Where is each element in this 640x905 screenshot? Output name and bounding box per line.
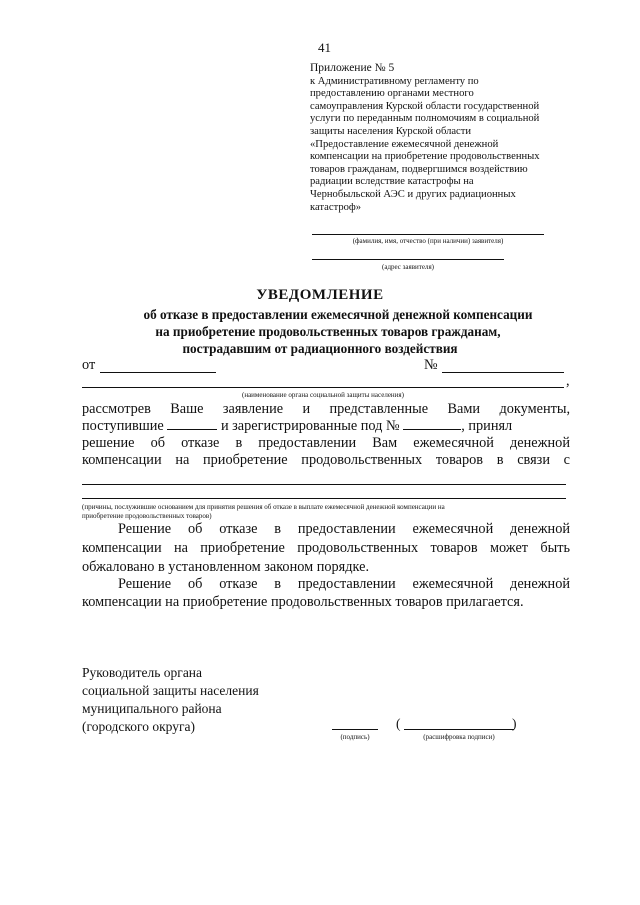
appendix-block bbox=[310, 62, 580, 214]
word: компенсации bbox=[82, 540, 162, 556]
signatory-line: социальной защиты населения bbox=[82, 683, 259, 698]
appendix-line: катастроф» bbox=[310, 201, 362, 213]
word: об bbox=[187, 576, 203, 592]
word: заявление bbox=[222, 401, 284, 417]
applicant-address-field[interactable] bbox=[312, 259, 504, 260]
para2-line-2: компенсации на приобретение продовольственных товаров прилагается. bbox=[82, 594, 524, 610]
word: представленные bbox=[329, 401, 429, 417]
organ-name-caption: (наименование органа социальной защиты населения) bbox=[242, 391, 404, 399]
applicant-name-caption: (фамилия, имя, отчество (при наличии) заявителя) bbox=[352, 237, 504, 245]
subtitle-line: пострадавшим от радиационного воздействия bbox=[182, 341, 458, 356]
word: продовольственных bbox=[297, 540, 419, 556]
word: предоставлении bbox=[297, 576, 396, 592]
word: поступившие bbox=[82, 418, 164, 434]
appendix-line: товаров гражданам, подвергшимся воздействию bbox=[310, 163, 528, 175]
word: и bbox=[302, 401, 311, 417]
decode-open-paren: ( bbox=[396, 716, 401, 731]
word: денежной bbox=[510, 435, 570, 451]
body-line-3 bbox=[82, 435, 570, 452]
word: в bbox=[274, 576, 282, 592]
word: в bbox=[496, 452, 504, 468]
registration-number-field[interactable] bbox=[403, 429, 461, 430]
word: об bbox=[150, 435, 166, 451]
reasons-caption bbox=[82, 503, 570, 521]
reason-field-1[interactable] bbox=[82, 484, 566, 485]
reason-field-2[interactable] bbox=[82, 498, 566, 499]
body-line-4 bbox=[82, 452, 570, 469]
appendix-line: Чернобыльской АЭС и других радиационных bbox=[310, 188, 516, 200]
number-label: № bbox=[424, 357, 438, 373]
word: быть bbox=[540, 540, 571, 556]
document-subtitle bbox=[0, 306, 640, 357]
organ-comma: , bbox=[566, 373, 570, 389]
subtitle-line: об отказе в предоставлении ежемесячной денежной компенсации bbox=[143, 307, 533, 322]
word: приобретение bbox=[203, 452, 288, 468]
word: отказе bbox=[219, 576, 258, 592]
body-line-1 bbox=[82, 401, 570, 418]
signature-field[interactable] bbox=[332, 729, 378, 730]
appendix-line: «Предоставление ежемесячной денежной bbox=[310, 138, 499, 150]
word: ежемесячной bbox=[412, 521, 494, 537]
signatory-line: (городского округа) bbox=[82, 719, 196, 734]
word: денежной bbox=[510, 521, 570, 537]
decode-field[interactable] bbox=[404, 729, 514, 730]
signatory-line: муниципального района bbox=[82, 701, 222, 716]
signature-caption: (подпись) bbox=[340, 733, 370, 741]
decode-caption: (расшифровка подписи) bbox=[423, 733, 495, 741]
para1-line-1 bbox=[118, 521, 570, 538]
word: документы, bbox=[499, 401, 571, 417]
word: об bbox=[187, 521, 203, 537]
word: предоставлении bbox=[258, 435, 357, 451]
word: ежемесячной bbox=[412, 576, 494, 592]
word: , принял bbox=[461, 418, 513, 434]
para1-line-2 bbox=[82, 540, 570, 557]
word: товаров bbox=[435, 452, 484, 468]
para2-line-1 bbox=[118, 576, 570, 593]
para1-line-3: обжаловано в установленном законом порядке. bbox=[82, 559, 370, 575]
word: ежемесячной bbox=[413, 435, 494, 451]
word: рассмотрев bbox=[82, 401, 151, 417]
number-field[interactable] bbox=[442, 372, 564, 373]
appendix-line: компенсации на приобретение продовольственных bbox=[310, 151, 540, 163]
word: Решение bbox=[118, 576, 172, 592]
word: на bbox=[173, 540, 188, 556]
appendix-line: защиты населения Курской области bbox=[310, 125, 472, 137]
applicant-address-caption: (адрес заявителя) bbox=[382, 263, 434, 271]
subtitle-line: на приобретение продовольственных товаров гражданам, bbox=[155, 324, 501, 339]
word: предоставлении bbox=[297, 521, 396, 537]
date-label: от bbox=[82, 357, 96, 373]
date-field[interactable] bbox=[100, 372, 216, 373]
page-number: 41 bbox=[318, 40, 331, 55]
document-title: УВЕДОМЛЕНИЕ bbox=[256, 287, 384, 303]
word: в bbox=[235, 435, 243, 451]
applicant-name-field[interactable] bbox=[312, 234, 544, 235]
appendix-line: предоставлению органами местного bbox=[310, 88, 474, 100]
word: Решение bbox=[118, 521, 172, 537]
received-date-field[interactable] bbox=[167, 429, 217, 430]
appendix-line: самоуправления Курской области государственной bbox=[310, 100, 540, 112]
word: отказе bbox=[219, 521, 258, 537]
caption-line: приобретение продовольственных товаров) bbox=[82, 512, 212, 520]
word: связи bbox=[517, 452, 550, 468]
appendix-line: к Административному регламенту по bbox=[310, 75, 479, 87]
word: может bbox=[489, 540, 529, 556]
word: на bbox=[175, 452, 190, 468]
word: Вам bbox=[372, 435, 398, 451]
appendix-line: радиации вследствие катастрофы на bbox=[310, 176, 474, 188]
signatory-block bbox=[82, 664, 259, 736]
word: в bbox=[274, 521, 282, 537]
signatory-line: Руководитель органа bbox=[82, 665, 203, 680]
word: продовольственных bbox=[301, 452, 423, 468]
word: Ваше bbox=[170, 401, 204, 417]
word: приобретение bbox=[200, 540, 285, 556]
body-line-2 bbox=[82, 418, 572, 435]
word: отказе bbox=[181, 435, 220, 451]
appendix-line: услуги по переданным полномочиям в социальной bbox=[310, 113, 540, 125]
word: с bbox=[563, 452, 571, 468]
word: компенсации bbox=[82, 452, 162, 468]
caption-line: (причины, послужившие основанием для принятия решения об отказе в выплате ежемесячной денежной компенсации на bbox=[82, 503, 445, 511]
word: и зарегистрированные под № bbox=[220, 418, 400, 434]
decode-close-paren: ) bbox=[512, 716, 517, 731]
word: товаров bbox=[430, 540, 478, 556]
word: денежной bbox=[510, 576, 570, 592]
word: Вами bbox=[447, 401, 481, 417]
word: решение bbox=[82, 435, 135, 451]
appendix-heading: Приложение № 5 bbox=[310, 62, 395, 74]
organ-name-field[interactable] bbox=[82, 387, 564, 388]
